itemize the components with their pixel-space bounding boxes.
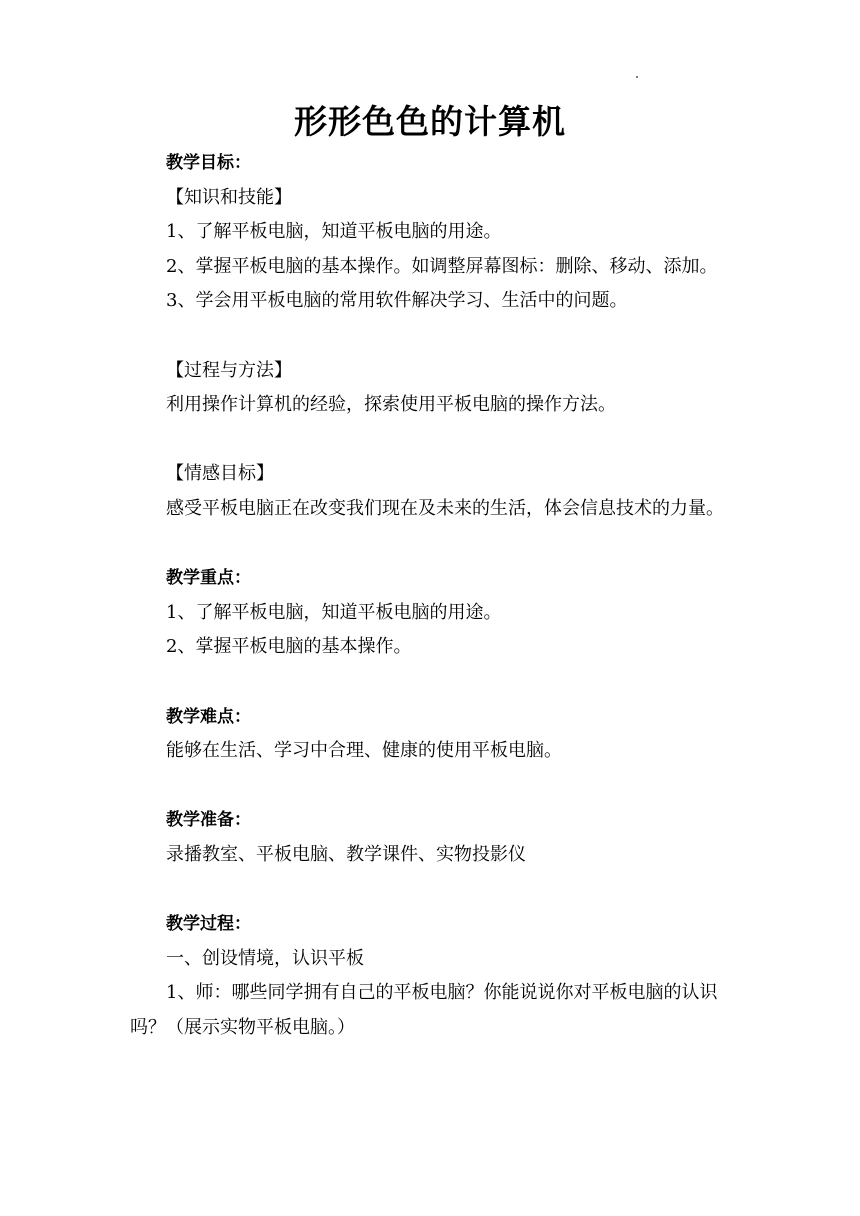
- spacer: [130, 319, 730, 354]
- difficult-points-heading: 教学难点：: [166, 706, 251, 727]
- knowledge-heading: 【知识和技能】: [166, 186, 292, 208]
- difficult-point-1: 能够在生活、学习中合理、健康的使用平板电脑。: [166, 740, 562, 762]
- page-dot-mark: [636, 76, 638, 78]
- spacer: [130, 769, 730, 804]
- key-point-2: 2、掌握平板电脑的基本操作。: [166, 636, 412, 658]
- teaching-step-1: 一、创设情境，认识平板: [166, 947, 364, 969]
- key-point-1: 1、了解平板电脑，知道平板电脑的用途。: [166, 601, 502, 623]
- spacer: [130, 872, 730, 907]
- knowledge-item-2: 2、掌握平板电脑的基本操作。如调整屏幕图标：删除、移动、添加。: [166, 255, 718, 277]
- teaching-process-heading: 教学过程：: [166, 914, 251, 935]
- key-points-heading: 教学重点：: [166, 568, 251, 589]
- knowledge-item-1: 1、了解平板电脑，知道平板电脑的用途。: [166, 221, 502, 243]
- spacer: [130, 527, 730, 562]
- emotion-item-1: 感受平板电脑正在改变我们现在及未来的生活，体会信息技术的力量。: [166, 497, 724, 519]
- process-method-heading: 【过程与方法】: [166, 359, 292, 381]
- document-body: [130, 146, 730, 1045]
- emotion-heading: 【情感目标】: [166, 463, 274, 485]
- knowledge-item-3: 3、学会用平板电脑的常用软件解决学习、生活中的问题。: [166, 290, 628, 312]
- spacer: [130, 665, 730, 700]
- teaching-step-1-1: 1、师：哪些同学拥有自己的平板电脑？你能说说你对平板电脑的认识吗？（展示实物平板电脑。）: [130, 982, 718, 1038]
- preparation-item-1: 录播教室、平板电脑、教学课件、实物投影仪: [166, 843, 526, 865]
- document-title: 形形色色的计算机: [294, 102, 566, 141]
- goals-heading: 教学目标：: [166, 153, 251, 173]
- process-method-item-1: 利用操作计算机的经验，探索使用平板电脑的操作方法。: [166, 394, 616, 416]
- spacer: [130, 423, 730, 458]
- preparation-heading: 教学准备：: [166, 810, 251, 831]
